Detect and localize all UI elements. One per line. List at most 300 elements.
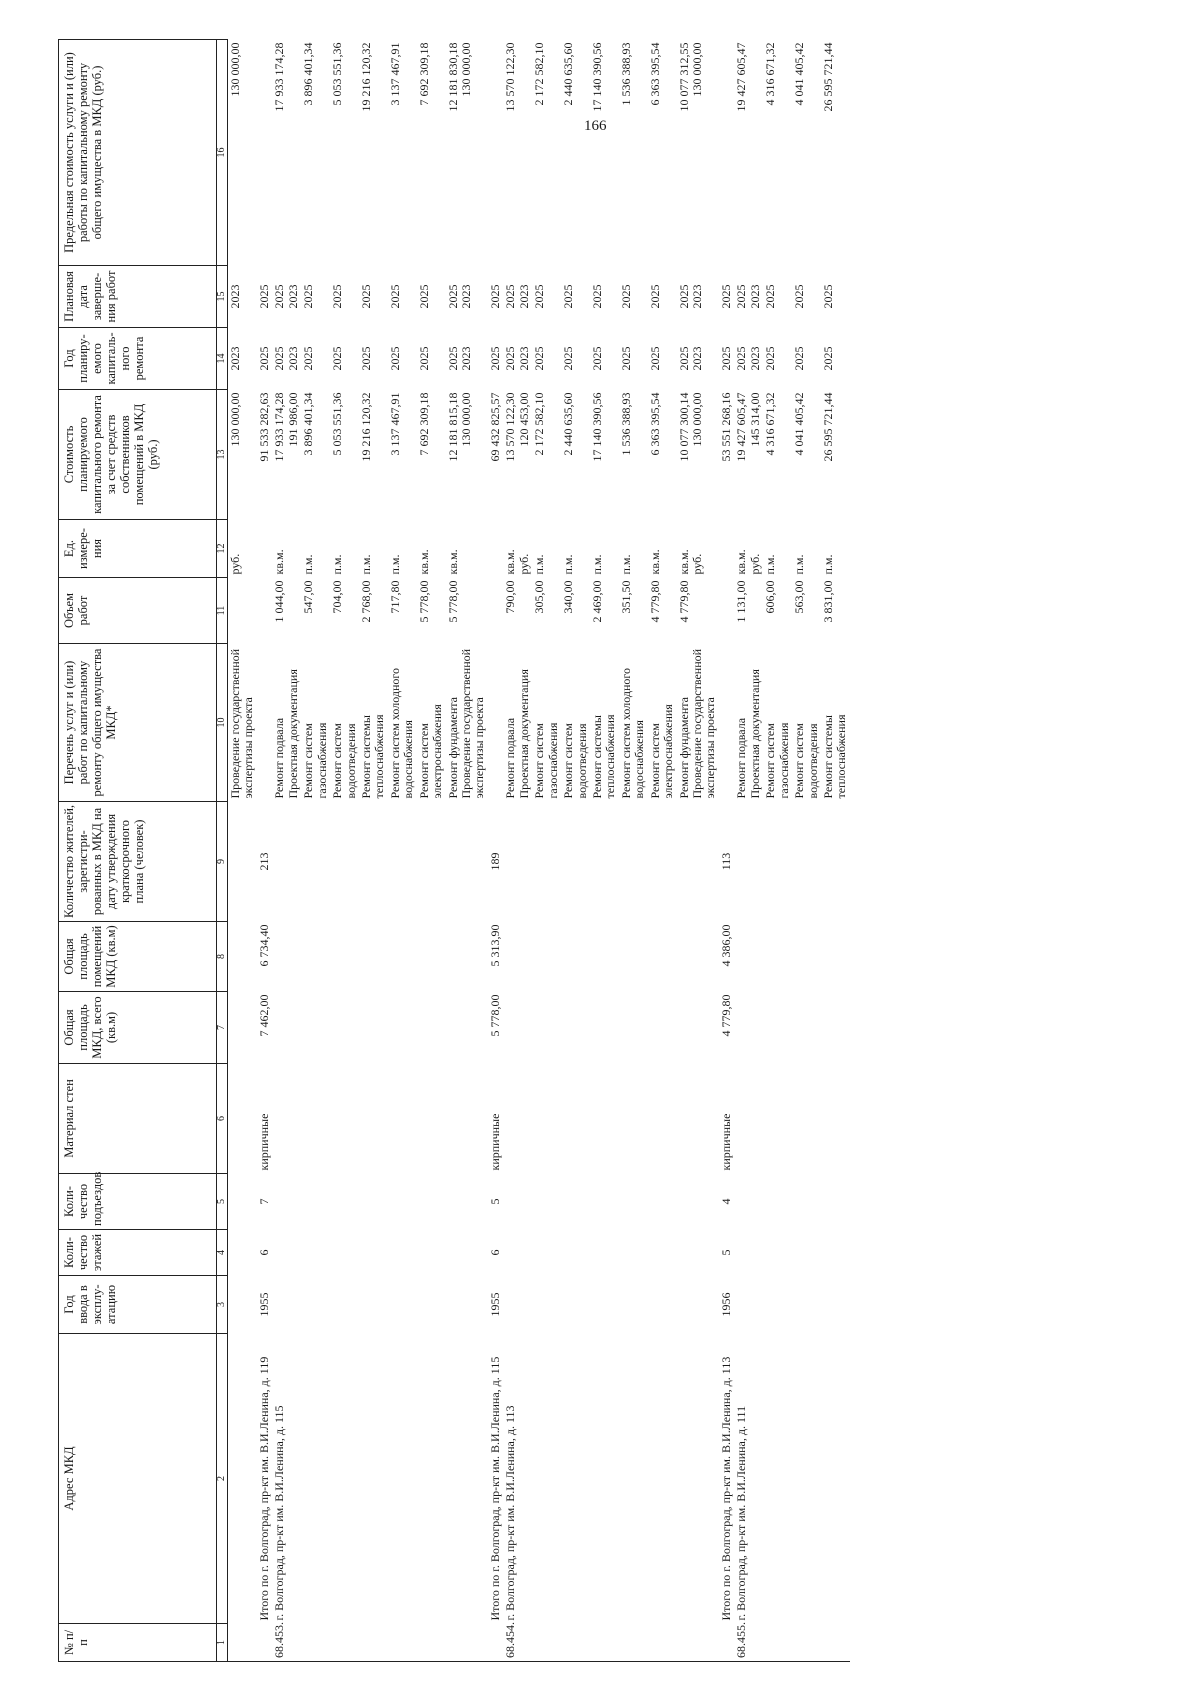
table-row [648,40,677,1662]
table-cell: кирпичные [256,1113,271,1171]
table-cell [330,1174,359,1230]
table-cell: 2025 [416,346,431,371]
table-cell [719,644,734,802]
column-number: 3 [217,1276,228,1334]
table-cell [446,1064,488,1174]
table-cell: 1955 [256,1292,271,1317]
table-cell [821,1064,850,1174]
table-cell [677,992,719,1064]
table-cell [272,802,301,922]
table-cell [417,1174,446,1230]
table-cell: 7 692 309,18 [416,392,431,456]
table-cell [417,1276,446,1334]
table-cell: 1956 [718,1292,733,1317]
table-row [301,40,330,1662]
table-cell [792,1064,821,1174]
table-cell: 790,00 [503,580,518,614]
table-cell: 2025 [792,284,807,309]
table-cell [648,1276,677,1334]
table-cell [734,802,763,922]
table-cell [648,1174,677,1230]
table-cell [272,1276,301,1334]
table-cell: 68.454. [503,1624,532,1662]
table-cell: п.м. [561,554,576,575]
table-cell [388,1334,417,1624]
column-number: 1 [217,1624,228,1662]
table-cell [257,1624,272,1662]
table-cell [821,802,850,922]
table-cell [359,1624,388,1662]
table-cell [446,1276,488,1334]
table-cell [446,802,488,922]
table-cell [792,1334,821,1624]
table-cell [590,802,619,922]
table-cell: 3 896 401,34 [301,392,316,456]
table-row [257,40,272,1662]
table-cell [272,1230,301,1276]
table-cell: 1 044,00 [272,580,287,623]
table-cell [446,1334,488,1624]
table-cell [532,1174,561,1230]
table-cell [359,1174,388,1230]
table-cell: 2025 [820,346,835,371]
table-cell [763,1276,792,1334]
table-cell [503,1230,532,1276]
table-cell [388,1624,417,1662]
table-cell: кв.м. [445,549,460,575]
table-cell: 213 [256,852,271,871]
table-cell [301,1174,330,1230]
table-cell: 7 462,00 [256,994,271,1037]
column-number: 12 [217,520,228,578]
column-header: Общая площадь МКД, всего (кв.м) [59,992,217,1064]
table-cell: Ремонт систем водоотведения [792,723,820,799]
table-cell: 4 [718,1198,733,1205]
table-cell: 5 778,00 [416,580,431,623]
table-cell [719,578,734,644]
table-cell [359,1064,388,1174]
table-cell: кв.м. руб. [734,549,762,575]
table-cell: 4 316 671,32 [763,42,778,106]
table-cell: 189 [487,852,502,871]
table-cell: г. Волгоград, пр-кт им. В.И.Ленина, д. 111 [734,1405,749,1621]
table-cell [272,1174,301,1230]
table-row [677,40,719,1662]
table-cell: 3 137 467,91 [387,42,402,106]
table-cell [301,1334,330,1624]
table-row [821,40,850,1662]
table-cell: 563,00 [792,580,807,614]
table-cell [388,1174,417,1230]
table-cell: Ремонт систем электроснабжения [647,704,676,799]
column-header: Материал стен [59,1064,217,1174]
table-cell [532,802,561,922]
table-cell: п.м. [820,554,835,575]
page-number: 166 [584,118,607,134]
table-cell [763,1334,792,1624]
table-cell: п.м. [301,554,316,575]
column-number: 6 [217,1064,228,1174]
table-cell [590,1334,619,1624]
table-cell [330,1230,359,1276]
table-cell [532,1334,561,1624]
table-cell: Ремонт систем водоотведения [561,723,589,799]
table-cell [228,578,257,644]
table-cell [619,1174,648,1230]
table-cell: 2025 [532,284,547,309]
table-cell [792,1624,821,1662]
table-cell: Ремонт систем газоснабжения [301,722,329,799]
table-cell [257,520,272,578]
table-cell [619,802,648,922]
table-cell: 2025 2023 [734,346,762,371]
table-cell: 2 172 582,10 [532,392,547,456]
table-row [763,40,792,1662]
table-cell: 606,00 [763,580,778,614]
table-cell [488,644,503,802]
table-header [59,40,228,1662]
table-cell [763,1624,792,1662]
table-row [503,40,532,1662]
table-cell [763,992,792,1064]
table-cell [648,1064,677,1174]
table-cell [330,1624,359,1662]
table-cell [532,1230,561,1276]
table-cell [719,40,734,266]
table-cell [446,1230,488,1276]
table-cell [590,922,619,992]
table-cell [561,1334,590,1624]
table-cell: Ремонт подвала Проектная документация [503,669,531,799]
table-cell: 2025 [647,284,662,309]
table-cell: 12 181 815,18 130 000,00 [445,392,473,462]
table-cell: 4 779,80 [718,994,733,1037]
table-cell [301,1064,330,1174]
column-number: 7 [217,992,228,1064]
table-cell: 2025 2023 [734,284,762,309]
table-cell [677,1334,719,1624]
table-cell: 2025 [561,346,576,371]
table-cell [677,1230,719,1276]
table-cell [821,1174,850,1230]
table-cell: руб. [228,553,242,575]
table-cell: п.м. [763,554,778,575]
table-cell [446,1624,488,1662]
table-cell: 1 536 388,93 [618,392,633,456]
column-header: Общая площадь помещений МКД (кв.м) [59,922,217,992]
table-cell: 6 [256,1249,271,1256]
table-cell [388,1064,417,1174]
table-cell: 3 137 467,91 [387,392,402,456]
table-cell [792,922,821,992]
table-cell [821,1334,850,1624]
table-cell: Ремонт фундамента Проведение государственной экспертизы проекта [676,648,718,799]
table-cell: 351,50 [618,580,633,614]
table-cell [388,802,417,922]
table-cell: 1955 [487,1292,502,1317]
table-row [619,40,648,1662]
table-row [272,40,301,1662]
table-cell: 2 440 635,60 [561,392,576,456]
table-cell [272,1064,301,1174]
table-cell: 7 [256,1198,271,1205]
column-number: 10 [217,644,228,802]
table-cell [257,40,272,266]
table-cell: 5 053 551,36 [330,392,345,456]
table-cell: 19 427 605,47 [734,42,749,112]
table-cell: 2025 [301,346,316,371]
table-cell [590,1174,619,1230]
table-cell [388,992,417,1064]
table-cell: 19 427 605,47 145 314,00 [734,392,762,462]
table-cell [763,1174,792,1230]
table-row [488,40,503,1662]
table-cell [763,802,792,922]
table-cell: г. Волгоград, пр-кт им. В.И.Ленина, д. 113 [503,1405,518,1621]
table-cell: 5 778,00 [487,994,502,1037]
table-cell [561,1624,590,1662]
table-row [417,40,446,1662]
table-cell: 2025 [820,284,835,309]
table-cell: 2025 [792,346,807,371]
table-cell [503,1174,532,1230]
table-cell [590,1624,619,1662]
table-cell: Итого по г. Волгоград, пр-кт им. В.И.Ленина, д. 119 [256,1356,271,1621]
table-cell: 130 000,00 [228,42,242,97]
table-cell [619,1230,648,1276]
table-cell [590,1064,619,1174]
table-cell: кирпичные [487,1113,502,1171]
table-cell [417,992,446,1064]
table-cell: 2025 [763,284,778,309]
table-cell: 2025 [487,346,502,371]
table-cell [792,1230,821,1276]
column-number: 2 [217,1334,228,1624]
column-number: 11 [217,578,228,644]
table-cell: Итого по г. Волгоград, пр-кт им. В.И.Ленина, д. 115 [487,1356,502,1621]
table-cell: 1 131,00 [734,580,749,623]
table-cell [763,1230,792,1276]
table-cell [590,1276,619,1334]
rotated-table-container [58,40,1130,1662]
table-cell [590,1230,619,1276]
table-cell [734,1276,763,1334]
table-cell [488,578,503,644]
table-cell [272,922,301,992]
table-row [228,40,257,1662]
column-header: Перечень услуг и (или) работ по капитальному ремонту общего имущества МКД* [59,644,217,802]
table-cell: 26 595 721,44 [820,392,835,462]
table-cell: 12 181 830,18 130 000,00 [445,42,473,112]
table-cell [719,520,734,578]
table-cell [719,1624,734,1662]
table-cell: Проведение государственной экспертизы проекта [228,648,256,799]
table-cell [359,1230,388,1276]
table-cell: Ремонт фундамента Проведение государственной экспертизы проекта [445,648,487,799]
table-cell: 91 533 282,63 [256,392,271,462]
table-cell: 2023 [228,346,242,371]
table-cell: 130 000,00 [228,392,242,447]
table-cell [488,520,503,578]
table-row [532,40,561,1662]
table-cell: 4 779,80 [647,580,662,623]
table-cell: 5 [487,1198,502,1205]
table-cell: 6 363 395,54 [647,392,662,456]
table-cell: 17 140 390,56 [589,42,604,112]
table-cell: 19 216 120,32 [358,42,373,112]
table-cell [503,992,532,1064]
table-cell [821,1276,850,1334]
table-cell [228,922,257,992]
table-cell [648,802,677,922]
table-cell [417,1624,446,1662]
table-cell [301,1276,330,1334]
table-cell [619,1624,648,1662]
table-cell: 19 216 120,32 [358,392,373,462]
table-cell: кв.м. [272,549,287,575]
table-cell [561,1064,590,1174]
table-cell [330,1064,359,1174]
table-cell: 5 [718,1249,733,1256]
table-cell [734,1174,763,1230]
table-cell [677,1276,719,1334]
table-cell: Ремонт системы теплоснабжения [589,714,618,799]
table-cell [648,992,677,1064]
table-cell [821,1624,850,1662]
table-cell: 2025 [256,284,271,309]
column-number: 4 [217,1230,228,1276]
table-cell: 2025 2023 [272,346,300,371]
table-cell: Ремонт системы теплоснабжения [820,714,849,799]
table-cell: 2025 2023 [676,284,704,309]
table-cell: 4 316 671,32 [763,392,778,456]
table-cell [359,1276,388,1334]
table-cell [228,1276,257,1334]
table-cell [677,1624,719,1662]
table-cell: п.м. [792,554,807,575]
table-cell [677,1064,719,1174]
table-row [330,40,359,1662]
table-cell [561,1276,590,1334]
table-cell: 2025 2023 [272,284,300,309]
table-cell: 2 172 582,10 [532,42,547,106]
table-cell [619,1276,648,1334]
table-cell: 6 734,40 [256,924,271,967]
table-cell [763,922,792,992]
table-cell [488,1624,503,1662]
table-cell: 26 595 721,44 [820,42,835,112]
table-cell [359,992,388,1064]
table-cell: 68.455. [734,1624,763,1662]
table-cell: 305,00 [532,580,547,614]
table-cell [330,1334,359,1624]
table-cell [446,992,488,1064]
table-cell [257,644,272,802]
table-cell: кв.м. [416,549,431,575]
table-cell [257,578,272,644]
capital-repair-table [58,39,850,1662]
table-cell: 17 933 174,28 191 986,00 [272,392,300,462]
table-row [359,40,388,1662]
table-cell: Ремонт систем холодного водоснабжения [387,667,416,799]
table-cell [301,1624,330,1662]
column-number: 5 [217,1174,228,1230]
table-cell: 2025 2023 [676,346,704,371]
column-header: Коли-чество этажей [59,1230,217,1276]
table-cell [792,802,821,922]
table-cell: 7 692 309,18 [416,42,431,106]
column-header: Плановая дата заверше-ния работ [59,266,217,328]
table-cell [648,1334,677,1624]
table-cell [488,40,503,266]
table-cell [734,1064,763,1174]
table-cell [301,922,330,992]
table-cell [619,1064,648,1174]
column-header: Год ввода в эксплу-атацию [59,1276,217,1334]
table-cell: кирпичные [718,1113,733,1171]
table-cell: 17 140 390,56 [589,392,604,462]
table-body [228,40,850,1662]
table-cell: 10 077 312,55 130 000,00 [676,42,704,112]
table-cell [532,1624,561,1662]
table-cell: 17 933 174,28 [272,42,287,112]
table-cell: 2025 [358,284,373,309]
table-cell: 717,80 [387,580,402,614]
table-cell: 2025 [647,346,662,371]
table-cell: 2025 [763,346,778,371]
table-cell [272,992,301,1064]
table-cell: п.м. [589,554,604,575]
table-cell: 13 570 122,30 120 453,00 [503,392,531,462]
table-cell: 2025 2023 [445,284,473,309]
table-cell: 704,00 [330,580,345,614]
table-cell [734,1230,763,1276]
table-cell: 3 831,00 [820,580,835,623]
table-cell [228,992,257,1064]
table-cell: 2025 [532,346,547,371]
table-cell: 2025 2023 [503,346,531,371]
table-cell: Итого по г. Волгоград, пр-кт им. В.И.Ленина, д. 113 [718,1356,733,1621]
table-cell [532,1064,561,1174]
column-header: Количество жителей, зарегистри-рованных в МКД на дату утверждения краткосрочного плана (человек) [59,802,217,922]
table-cell: 53 551 268,16 [718,392,733,462]
table-cell [388,1230,417,1276]
table-cell [301,1230,330,1276]
table-cell: п.м. [532,554,547,575]
table-cell [619,922,648,992]
table-cell [648,1230,677,1276]
table-cell: п.м. [330,554,345,575]
table-cell [648,1624,677,1662]
table-row [719,40,734,1662]
table-cell [590,992,619,1064]
table-cell: 2 469,00 [589,580,604,623]
table-row [388,40,417,1662]
table-cell [301,802,330,922]
table-cell [446,1174,488,1230]
table-cell: 2025 [589,346,604,371]
table-cell: 5 053 551,36 [330,42,345,106]
table-cell [763,1064,792,1174]
table-cell: 2025 [718,284,733,309]
table-cell [503,1064,532,1174]
table-cell: Ремонт подвала Проектная документация [734,669,762,799]
table-cell: 2 768,00 [358,580,373,623]
table-cell [821,992,850,1064]
table-cell [677,922,719,992]
table-cell: п.м. [358,554,373,575]
column-header: Год планиру-емого капиталь-ного ремонта [59,328,217,390]
